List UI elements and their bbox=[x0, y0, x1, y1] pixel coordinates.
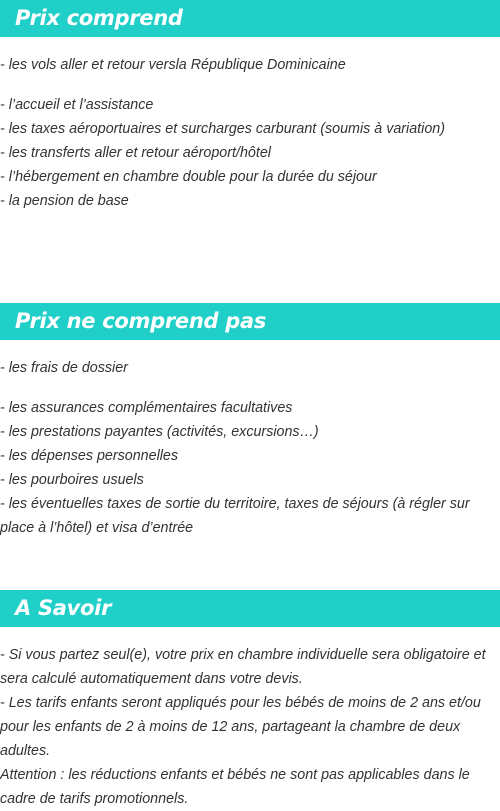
list-item: - les transferts aller et retour aéroport/hôtel bbox=[0, 145, 271, 161]
included-list bbox=[0, 53, 500, 213]
list-item: - les vols aller et retour versla République Dominicaine bbox=[0, 57, 346, 73]
section-a-savoir bbox=[0, 590, 500, 807]
info-note: - Les tarifs enfants seront appliqués pour les bébés de moins de 2 ans et/ou pour les enfants de 2 à moins de 12 ans, partageant la chambre de deux adultes. bbox=[0, 695, 481, 759]
list-item: - la pension de base bbox=[0, 193, 129, 209]
list-item: - les assurances complémentaires facultatives bbox=[0, 400, 293, 416]
list-item: - l’hébergement en chambre double pour la durée du séjour bbox=[0, 169, 377, 185]
section-title: Prix comprend bbox=[15, 6, 183, 30]
section-title: A Savoir bbox=[15, 596, 112, 620]
list-item: - les taxes aéroportuaires et surcharges carburant (soumis à variation) bbox=[0, 121, 445, 137]
section-header-bar bbox=[0, 590, 500, 627]
list-item: - l’accueil et l’assistance bbox=[0, 97, 154, 113]
info-note: Attention : les réductions enfants et bébés ne sont pas applicables dans le cadre de tarifs promotionnels. bbox=[0, 767, 470, 807]
section-header-bar bbox=[0, 0, 500, 37]
list-item: - les pourboires usuels bbox=[0, 472, 144, 488]
section-prix-ne-comprend-pas bbox=[0, 303, 500, 536]
section-header-bar bbox=[0, 303, 500, 340]
section-title: Prix ne comprend pas bbox=[15, 309, 267, 333]
list-item: - les prestations payantes (activités, excursions…) bbox=[0, 424, 319, 440]
excluded-list bbox=[0, 356, 500, 540]
info-notes bbox=[0, 643, 500, 811]
list-item: - les dépenses personnelles bbox=[0, 448, 179, 464]
list-item: - les frais de dossier bbox=[0, 360, 128, 376]
info-note: - Si vous partez seul(e), votre prix en chambre individuelle sera obligatoire et sera calculé automatiquement dans votre devis. bbox=[0, 647, 486, 687]
list-item: - les éventuelles taxes de sortie du territoire, taxes de séjours (à régler sur place à l’hôtel) et visa d’entrée bbox=[0, 496, 470, 536]
section-prix-comprend bbox=[0, 0, 500, 209]
